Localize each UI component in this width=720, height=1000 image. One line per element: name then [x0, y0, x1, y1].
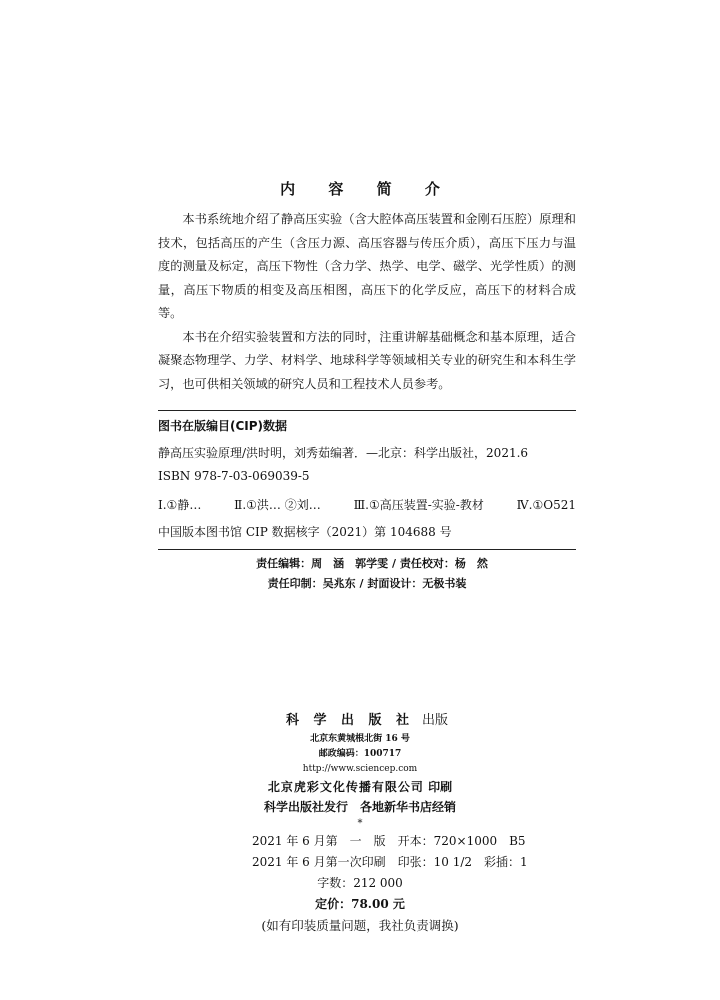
- cip-block: [158, 410, 576, 550]
- cip-class-4: Ⅳ.①O521: [516, 498, 576, 512]
- cip-class-3: Ⅲ.①高压装置-实验-教材: [353, 498, 484, 512]
- publisher-suffix: 出版: [422, 713, 449, 728]
- summary-body: [158, 208, 576, 396]
- printer-line: [0, 777, 720, 798]
- cip-number: 中国版本图书馆 CIP 数据核字（2021）第 104688 号: [158, 525, 452, 539]
- cip-record: 静高压实验原理/洪时明，刘秀茹编著．—北京：科学出版社，2021.6: [158, 446, 529, 460]
- word-count: 字数：212 000: [317, 876, 403, 890]
- printer-suffix: 印刷: [428, 780, 453, 794]
- imprint-block: [0, 710, 720, 936]
- cip-isbn: ISBN 978-7-03-069039-5: [158, 469, 310, 483]
- summary-title: 内 容 简 介: [280, 180, 454, 198]
- summary-paragraph-1: 本书系统地介绍了静高压实验（含大腔体高压装置和金刚石压腔）原理和技术，包括高压的产生（含压力源、高压容器与传压介质），高压下压力与温度的测量及标定，高压下物性（含力学、热学、电学、磁学、光学性质）的测量，高压下物质的相变及高压相图，高压下的化学反应，高压下的材料合成等。: [158, 212, 576, 320]
- credits-block: [0, 554, 720, 594]
- publisher-brand: 科 学 出 版 社: [285, 713, 415, 728]
- price: 定价：78.00 元: [315, 897, 405, 911]
- summary-paragraph-2: 本书在介绍实验装置和方法的同时，注重讲解基础概念和基本原理，适合凝聚态物理学、力学、材料学、地球科学等领域相关专业的研究生和本科生学习，也可供相关领域的研究人员和工程技术人员参考。: [158, 329, 576, 391]
- cip-heading: 图书在版编目(CIP)数据: [158, 419, 288, 433]
- cip-class-1: Ⅰ.①静…: [158, 498, 202, 512]
- credits-line-2: 责任印制：吴兆东 / 封面设计：无极书装: [267, 577, 467, 590]
- credits-line-1: 责任编辑：周 涵 郭学雯 / 责任校对：杨 然: [256, 557, 488, 570]
- asterisk-mark: *: [357, 818, 363, 829]
- publisher-website: http://www.sciencep.com: [302, 764, 418, 774]
- cip-class-2: Ⅱ.①洪… ②刘…: [234, 498, 321, 512]
- publisher-postcode: 邮政编码：100717: [318, 749, 402, 759]
- printer-brand: 北京虎彩文化传播有限公司: [267, 780, 424, 794]
- publisher-address: 北京东黄城根北街 16 号: [310, 734, 410, 744]
- cip-classification: [158, 494, 576, 517]
- printing-line: 2021 年 6 月第一次印刷 印张：10 1/2 彩插：1: [252, 855, 528, 869]
- publisher-line: [0, 710, 720, 732]
- quality-notice: (如有印装质量问题，我社负责调换): [261, 918, 459, 933]
- distribution-line: 科学出版社发行 各地新华书店经销: [263, 800, 456, 814]
- edition-line: 2021 年 6 月第 一 版 开本：720×1000 B5: [252, 834, 526, 848]
